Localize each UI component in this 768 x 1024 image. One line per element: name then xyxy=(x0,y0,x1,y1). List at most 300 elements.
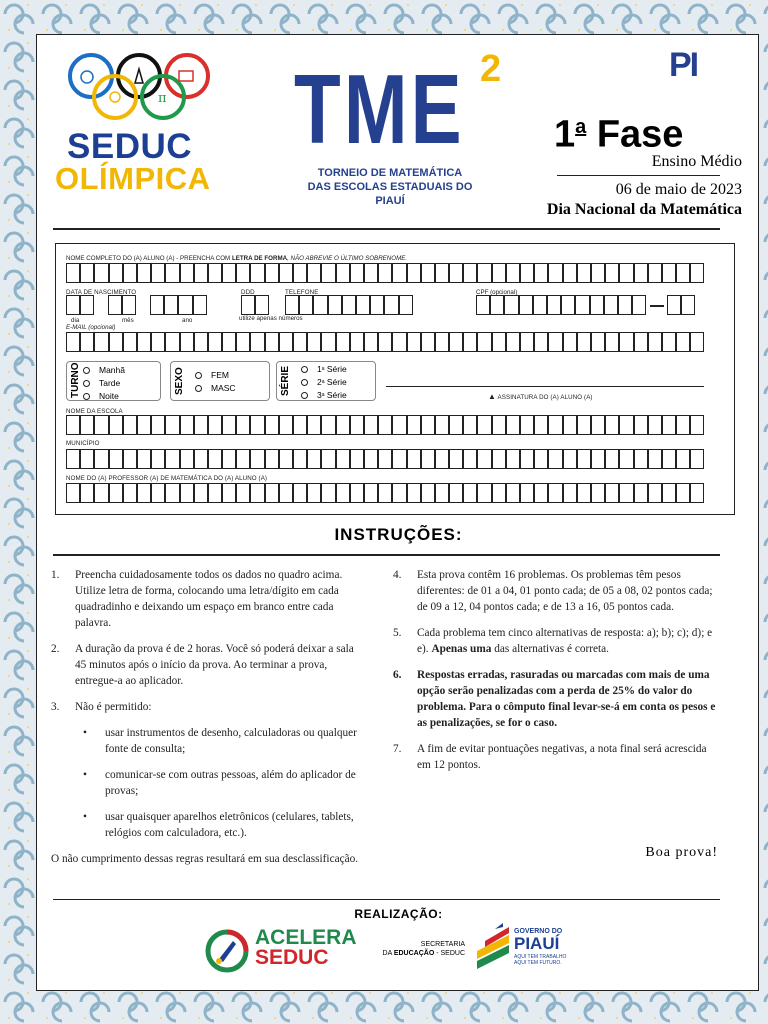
char-box[interactable] xyxy=(123,483,137,503)
char-box[interactable] xyxy=(137,449,151,469)
char-box[interactable] xyxy=(364,483,378,503)
char-box[interactable] xyxy=(634,263,648,283)
char-box[interactable] xyxy=(435,263,449,283)
birth-day-input[interactable] xyxy=(66,295,94,315)
char-box[interactable] xyxy=(350,263,364,283)
char-box[interactable] xyxy=(378,449,392,469)
char-box[interactable] xyxy=(265,263,279,283)
char-box[interactable] xyxy=(690,332,704,352)
char-box[interactable] xyxy=(384,295,398,315)
char-box[interactable] xyxy=(194,415,208,435)
char-box[interactable] xyxy=(293,449,307,469)
turno-option-tarde[interactable]: Tarde xyxy=(83,378,120,388)
secretaria-logo: SECRETARIA DA EDUCAÇÃO - SEDUC xyxy=(382,941,465,957)
char-box[interactable] xyxy=(520,332,534,352)
char-box[interactable] xyxy=(690,449,704,469)
char-box[interactable] xyxy=(94,332,108,352)
char-box[interactable] xyxy=(619,263,633,283)
char-box[interactable] xyxy=(435,449,449,469)
char-box[interactable] xyxy=(109,415,123,435)
char-box[interactable] xyxy=(676,415,690,435)
closing-note: O não cumprimento dessas regras resultará em sua desclassificação. xyxy=(51,853,359,865)
instruction-5: 5. Cada problema tem cinco alternativas de resposta: a); b); c); d); e e). Apenas uma das alternativas é correta. xyxy=(393,627,713,655)
char-box[interactable] xyxy=(392,449,406,469)
char-box[interactable] xyxy=(236,449,250,469)
char-box[interactable] xyxy=(591,332,605,352)
char-box[interactable] xyxy=(80,449,94,469)
char-box[interactable] xyxy=(336,483,350,503)
char-box[interactable] xyxy=(307,449,321,469)
char-box[interactable] xyxy=(180,483,194,503)
char-box[interactable] xyxy=(151,332,165,352)
char-box[interactable] xyxy=(477,263,491,283)
char-box[interactable] xyxy=(250,483,264,503)
char-box[interactable] xyxy=(577,415,591,435)
char-box[interactable] xyxy=(293,483,307,503)
char-box[interactable] xyxy=(563,332,577,352)
char-box[interactable] xyxy=(648,449,662,469)
char-box[interactable] xyxy=(378,263,392,283)
cpf-label: CPF (opcional) xyxy=(476,289,518,296)
char-box[interactable] xyxy=(321,449,335,469)
char-box[interactable] xyxy=(634,483,648,503)
char-box[interactable] xyxy=(208,483,222,503)
char-box[interactable] xyxy=(591,415,605,435)
char-box[interactable] xyxy=(342,295,356,315)
char-box[interactable] xyxy=(293,332,307,352)
char-box[interactable] xyxy=(392,483,406,503)
char-box[interactable] xyxy=(236,263,250,283)
char-box[interactable] xyxy=(662,415,676,435)
char-box[interactable] xyxy=(180,449,194,469)
char-box[interactable] xyxy=(180,415,194,435)
char-box[interactable] xyxy=(208,332,222,352)
char-box[interactable] xyxy=(109,483,123,503)
char-box[interactable] xyxy=(279,415,293,435)
char-box[interactable] xyxy=(563,449,577,469)
char-box[interactable] xyxy=(208,263,222,283)
char-box[interactable] xyxy=(250,263,264,283)
char-box[interactable] xyxy=(66,415,80,435)
char-box[interactable] xyxy=(66,332,80,352)
char-box[interactable] xyxy=(604,295,618,315)
char-box[interactable] xyxy=(492,483,506,503)
char-box[interactable] xyxy=(648,483,662,503)
char-box[interactable] xyxy=(236,332,250,352)
char-box[interactable] xyxy=(307,415,321,435)
char-box[interactable] xyxy=(667,295,681,315)
turno-option-noite[interactable]: Noite xyxy=(83,391,119,401)
char-box[interactable] xyxy=(350,415,364,435)
char-box[interactable] xyxy=(634,415,648,435)
char-box[interactable] xyxy=(151,263,165,283)
char-box[interactable] xyxy=(321,415,335,435)
char-box[interactable] xyxy=(548,483,562,503)
char-box[interactable] xyxy=(328,295,342,315)
instructions-title: INSTRUÇÕES: xyxy=(334,525,463,544)
char-box[interactable] xyxy=(563,263,577,283)
char-box[interactable] xyxy=(364,449,378,469)
char-box[interactable] xyxy=(548,415,562,435)
char-box[interactable] xyxy=(80,263,94,283)
birth-month-input[interactable] xyxy=(108,295,136,315)
char-box[interactable] xyxy=(690,483,704,503)
char-box[interactable] xyxy=(123,415,137,435)
char-box[interactable] xyxy=(435,332,449,352)
char-box[interactable] xyxy=(520,483,534,503)
char-box[interactable] xyxy=(364,332,378,352)
char-box[interactable] xyxy=(676,263,690,283)
char-box[interactable] xyxy=(506,332,520,352)
char-box[interactable] xyxy=(80,332,94,352)
char-box[interactable] xyxy=(591,449,605,469)
ddd-input[interactable] xyxy=(241,295,269,315)
char-box[interactable] xyxy=(648,263,662,283)
char-box[interactable] xyxy=(662,449,676,469)
email-label: E-MAIL (opcional) xyxy=(66,324,116,331)
char-box[interactable] xyxy=(321,263,335,283)
char-box[interactable] xyxy=(676,483,690,503)
char-box[interactable] xyxy=(648,415,662,435)
char-box[interactable] xyxy=(547,295,561,315)
char-box[interactable] xyxy=(590,295,604,315)
char-box[interactable] xyxy=(407,415,421,435)
char-box[interactable] xyxy=(563,483,577,503)
char-box[interactable] xyxy=(563,415,577,435)
char-box[interactable] xyxy=(250,332,264,352)
char-box[interactable] xyxy=(506,263,520,283)
char-box[interactable] xyxy=(421,263,435,283)
char-box[interactable] xyxy=(364,263,378,283)
char-box[interactable] xyxy=(407,483,421,503)
char-box[interactable] xyxy=(279,332,293,352)
char-box[interactable] xyxy=(435,415,449,435)
char-box[interactable] xyxy=(313,295,327,315)
char-box[interactable] xyxy=(208,415,222,435)
char-box[interactable] xyxy=(364,415,378,435)
city-input[interactable] xyxy=(66,449,704,469)
char-box[interactable] xyxy=(463,263,477,283)
char-box[interactable] xyxy=(690,263,704,283)
char-box[interactable] xyxy=(591,263,605,283)
char-box[interactable] xyxy=(421,449,435,469)
char-box[interactable] xyxy=(164,295,178,315)
serie-option-2[interactable]: 2 a Série xyxy=(301,377,347,387)
char-box[interactable] xyxy=(279,263,293,283)
char-box[interactable] xyxy=(407,332,421,352)
char-box[interactable] xyxy=(370,295,384,315)
char-box[interactable] xyxy=(492,449,506,469)
char-box[interactable] xyxy=(463,415,477,435)
char-box[interactable] xyxy=(137,332,151,352)
char-box[interactable] xyxy=(122,295,136,315)
char-box[interactable] xyxy=(506,449,520,469)
char-box[interactable] xyxy=(137,483,151,503)
char-box[interactable] xyxy=(222,263,236,283)
char-box[interactable] xyxy=(449,415,463,435)
char-box[interactable] xyxy=(350,449,364,469)
char-box[interactable] xyxy=(407,263,421,283)
turno-option-manha[interactable]: Manhã xyxy=(83,365,125,375)
char-box[interactable] xyxy=(265,449,279,469)
char-box[interactable] xyxy=(66,449,80,469)
cpf-digits-input[interactable] xyxy=(667,295,695,315)
char-box[interactable] xyxy=(279,449,293,469)
char-box[interactable] xyxy=(151,415,165,435)
char-box[interactable] xyxy=(632,295,646,315)
governo-label: GOVERNO DO xyxy=(514,928,563,935)
char-box[interactable] xyxy=(662,263,676,283)
char-box[interactable] xyxy=(336,263,350,283)
char-box[interactable] xyxy=(109,332,123,352)
char-box[interactable] xyxy=(519,295,533,315)
char-box[interactable] xyxy=(165,415,179,435)
signature-line[interactable] xyxy=(386,386,704,387)
char-box[interactable] xyxy=(94,263,108,283)
char-box[interactable] xyxy=(378,332,392,352)
char-box[interactable] xyxy=(492,415,506,435)
char-box[interactable] xyxy=(265,483,279,503)
char-box[interactable] xyxy=(477,332,491,352)
char-box[interactable] xyxy=(336,415,350,435)
full-name-input[interactable] xyxy=(66,263,704,283)
char-box[interactable] xyxy=(109,263,123,283)
char-box[interactable] xyxy=(577,332,591,352)
char-box[interactable] xyxy=(605,449,619,469)
char-box[interactable] xyxy=(222,483,236,503)
char-box[interactable] xyxy=(548,449,562,469)
char-box[interactable] xyxy=(307,332,321,352)
char-box[interactable] xyxy=(520,263,534,283)
char-box[interactable] xyxy=(561,295,575,315)
char-box[interactable] xyxy=(265,332,279,352)
char-box[interactable] xyxy=(492,332,506,352)
char-box[interactable] xyxy=(492,263,506,283)
char-box[interactable] xyxy=(350,483,364,503)
char-box[interactable] xyxy=(165,449,179,469)
char-box[interactable] xyxy=(449,449,463,469)
char-box[interactable] xyxy=(123,263,137,283)
char-box[interactable] xyxy=(548,332,562,352)
char-box[interactable] xyxy=(123,449,137,469)
char-box[interactable] xyxy=(690,415,704,435)
char-box[interactable] xyxy=(421,415,435,435)
char-box[interactable] xyxy=(109,449,123,469)
signature-label: ▲ ASSINATURA DO (A) ALUNO (A) xyxy=(488,392,593,401)
char-box[interactable] xyxy=(151,449,165,469)
char-box[interactable] xyxy=(676,449,690,469)
serie-option-3[interactable]: 3 a Série xyxy=(301,390,347,400)
char-box[interactable] xyxy=(194,332,208,352)
char-box[interactable] xyxy=(193,295,207,315)
char-box[interactable] xyxy=(108,295,122,315)
char-box[interactable] xyxy=(178,295,192,315)
teacher-input[interactable] xyxy=(66,483,704,503)
char-box[interactable] xyxy=(619,415,633,435)
char-box[interactable] xyxy=(681,295,695,315)
char-box[interactable] xyxy=(165,263,179,283)
char-box[interactable] xyxy=(605,415,619,435)
char-box[interactable] xyxy=(80,483,94,503)
char-box[interactable] xyxy=(66,263,80,283)
char-box[interactable] xyxy=(137,263,151,283)
char-box[interactable] xyxy=(577,483,591,503)
char-box[interactable] xyxy=(123,332,137,352)
char-box[interactable] xyxy=(662,332,676,352)
piaui-slogan: AQUI TEM TRABALHO AQUI TEM FUTURO. xyxy=(514,954,567,966)
char-box[interactable] xyxy=(534,263,548,283)
char-box[interactable] xyxy=(194,483,208,503)
char-box[interactable] xyxy=(255,295,269,315)
occasion-text: Dia Nacional da Matemática xyxy=(546,201,742,218)
char-box[interactable] xyxy=(477,415,491,435)
serie-option-1[interactable]: 1 a Série xyxy=(301,364,347,374)
char-box[interactable] xyxy=(463,449,477,469)
char-box[interactable] xyxy=(407,449,421,469)
char-box[interactable] xyxy=(241,295,255,315)
char-box[interactable] xyxy=(356,295,370,315)
char-box[interactable] xyxy=(421,332,435,352)
char-box[interactable] xyxy=(634,332,648,352)
prohibited-item-2: • comunicar-se com outras pessoas, além do aplicador de provas; xyxy=(83,769,356,797)
cpf-input[interactable] xyxy=(476,295,646,315)
char-box[interactable] xyxy=(534,449,548,469)
acelera-seduc-text: SEDUC xyxy=(255,946,329,969)
char-box[interactable] xyxy=(80,295,94,315)
char-box[interactable] xyxy=(575,295,589,315)
char-box[interactable] xyxy=(548,263,562,283)
char-box[interactable] xyxy=(378,415,392,435)
char-box[interactable] xyxy=(648,332,662,352)
char-box[interactable] xyxy=(676,332,690,352)
char-box[interactable] xyxy=(634,449,648,469)
char-box[interactable] xyxy=(534,415,548,435)
char-box[interactable] xyxy=(194,263,208,283)
char-box[interactable] xyxy=(392,263,406,283)
char-box[interactable] xyxy=(222,415,236,435)
char-box[interactable] xyxy=(662,483,676,503)
char-box[interactable] xyxy=(577,263,591,283)
char-box[interactable] xyxy=(194,449,208,469)
char-box[interactable] xyxy=(605,483,619,503)
char-box[interactable] xyxy=(618,295,632,315)
char-box[interactable] xyxy=(350,332,364,352)
char-box[interactable] xyxy=(520,415,534,435)
char-box[interactable] xyxy=(477,483,491,503)
char-box[interactable] xyxy=(336,449,350,469)
char-box[interactable] xyxy=(392,332,406,352)
char-box[interactable] xyxy=(392,415,406,435)
char-box[interactable] xyxy=(285,295,299,315)
char-box[interactable] xyxy=(435,483,449,503)
birth-year-input[interactable] xyxy=(150,295,207,315)
char-box[interactable] xyxy=(591,483,605,503)
char-box[interactable] xyxy=(165,332,179,352)
char-box[interactable] xyxy=(293,263,307,283)
exam-date: 06 de maio de 2023 xyxy=(615,181,742,198)
char-box[interactable] xyxy=(605,263,619,283)
char-box[interactable] xyxy=(236,415,250,435)
char-box[interactable] xyxy=(151,483,165,503)
acelera-logo-text: ACELERA xyxy=(255,926,357,949)
char-box[interactable] xyxy=(321,483,335,503)
char-box[interactable] xyxy=(307,483,321,503)
char-box[interactable] xyxy=(208,449,222,469)
char-box[interactable] xyxy=(399,295,413,315)
char-box[interactable] xyxy=(506,483,520,503)
char-box[interactable] xyxy=(619,483,633,503)
student-registration-form xyxy=(55,243,735,515)
char-box[interactable] xyxy=(66,483,80,503)
char-box[interactable] xyxy=(577,449,591,469)
school-input[interactable] xyxy=(66,415,704,435)
phone-input[interactable] xyxy=(285,295,413,315)
olympic-rings-logo xyxy=(59,51,239,129)
char-box[interactable] xyxy=(265,415,279,435)
char-box[interactable] xyxy=(506,415,520,435)
sexo-option-fem[interactable]: FEM xyxy=(195,370,229,380)
char-box[interactable] xyxy=(477,449,491,469)
char-box[interactable] xyxy=(533,295,547,315)
char-box[interactable] xyxy=(250,449,264,469)
char-box[interactable] xyxy=(137,415,151,435)
char-box[interactable] xyxy=(534,483,548,503)
char-box[interactable] xyxy=(180,332,194,352)
char-box[interactable] xyxy=(222,449,236,469)
char-box[interactable] xyxy=(463,332,477,352)
char-box[interactable] xyxy=(449,332,463,352)
char-box[interactable] xyxy=(307,263,321,283)
char-box[interactable] xyxy=(236,483,250,503)
char-box[interactable] xyxy=(299,295,313,315)
char-box[interactable] xyxy=(619,332,633,352)
char-box[interactable] xyxy=(94,449,108,469)
char-box[interactable] xyxy=(94,483,108,503)
char-box[interactable] xyxy=(336,332,350,352)
char-box[interactable] xyxy=(180,263,194,283)
char-box[interactable] xyxy=(321,332,335,352)
char-box[interactable] xyxy=(150,295,164,315)
char-box[interactable] xyxy=(378,483,392,503)
email-input[interactable] xyxy=(66,332,704,352)
char-box[interactable] xyxy=(490,295,504,315)
char-box[interactable] xyxy=(279,483,293,503)
char-box[interactable] xyxy=(222,332,236,352)
school-label: NOME DA ESCOLA xyxy=(66,408,123,415)
char-box[interactable] xyxy=(605,332,619,352)
instruction-1: 1. Preencha cuidadosamente todos os dados no quadro acima. Utilize letra de forma, colocando uma letra/dígito em cada quadradinho e deixando um espaço em branco entre cada palavra. xyxy=(51,569,343,629)
good-luck-text: Boa prova! xyxy=(645,845,718,860)
char-box[interactable] xyxy=(449,263,463,283)
char-box[interactable] xyxy=(520,449,534,469)
acelera-rocket-icon xyxy=(205,929,249,973)
char-box[interactable] xyxy=(619,449,633,469)
char-box[interactable] xyxy=(250,415,264,435)
char-box[interactable] xyxy=(165,483,179,503)
piaui-label: PIAUÍ xyxy=(514,934,560,953)
char-box[interactable] xyxy=(80,415,94,435)
char-box[interactable] xyxy=(293,415,307,435)
char-box[interactable] xyxy=(66,295,80,315)
char-box[interactable] xyxy=(476,295,490,315)
char-box[interactable] xyxy=(421,483,435,503)
char-box[interactable] xyxy=(463,483,477,503)
char-box[interactable] xyxy=(449,483,463,503)
sexo-option-masc[interactable]: MASC xyxy=(195,383,236,393)
char-box[interactable] xyxy=(504,295,518,315)
char-box[interactable] xyxy=(94,415,108,435)
char-box[interactable] xyxy=(534,332,548,352)
